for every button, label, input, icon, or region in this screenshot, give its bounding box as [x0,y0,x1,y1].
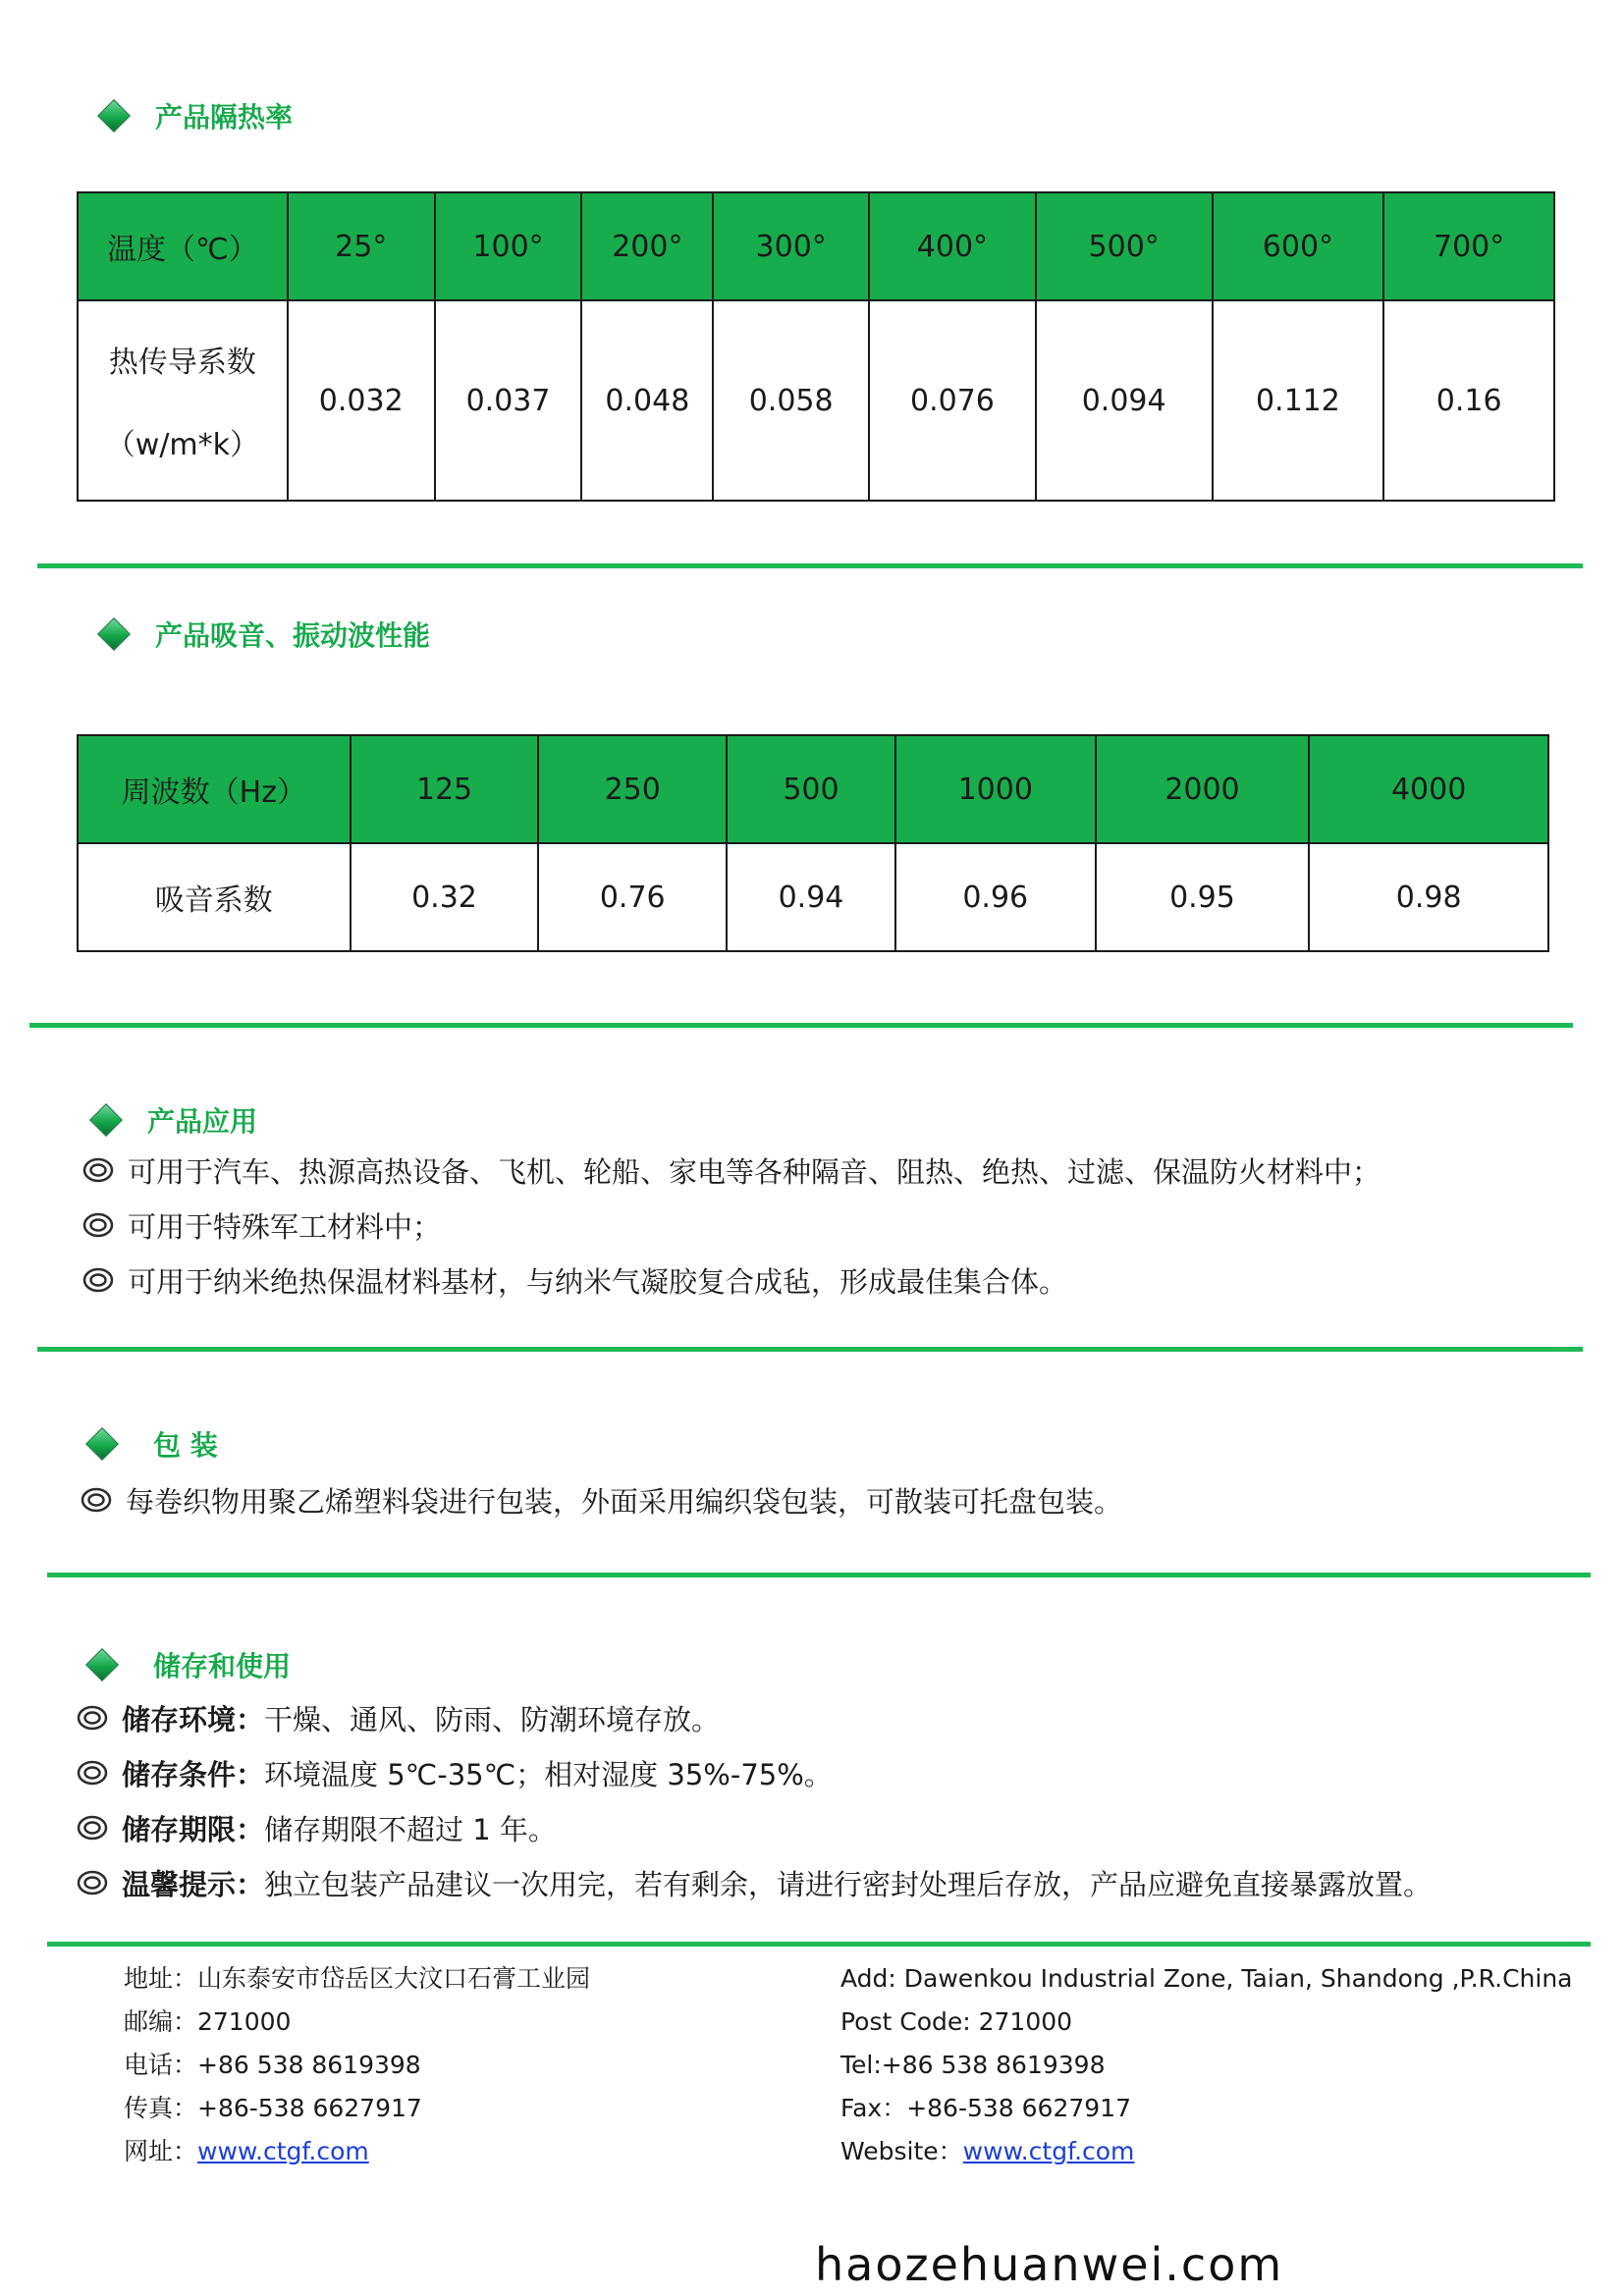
absorption-value: 0.98 [1309,843,1548,951]
section-divider [37,563,1583,568]
conductivity-value: 0.076 [869,300,1036,501]
footer-web-label: 网址： [124,2137,198,2165]
application-text: 可用于纳米绝热保温材料基材，与纳米气凝胶复合成毡，形成最佳集合体。 [128,1264,1068,1299]
storage-section-title [90,1645,291,1684]
temp-cell: 200° [581,192,713,300]
diamond-bullet-icon [85,1648,119,1682]
absorption-value: 0.94 [727,843,895,951]
storage-text: 环境温度 5℃-35℃；相对湿度 35%-75%。 [264,1757,833,1791]
diamond-bullet-icon [97,617,131,651]
double-ring-bullet-icon [81,1484,112,1516]
double-ring-bullet-icon [77,1867,108,1898]
application-text: 可用于特殊军工材料中； [128,1209,442,1244]
conductivity-value: 0.112 [1213,300,1384,501]
temp-cell: 600° [1213,192,1384,300]
packaging-list [81,1472,1122,1527]
acoustic-table [77,734,1549,952]
storage-label: 储存条件： [122,1757,265,1791]
diamond-bullet-icon [89,1103,123,1137]
freq-cell: 1000 [895,735,1096,843]
absorption-value: 0.76 [538,843,727,951]
footer-postcode: 邮编：271000 [124,2007,292,2036]
list-item [82,1253,1380,1308]
conductivity-label-line1: 热传导系数 [108,346,256,380]
insulation-section-title [102,96,293,135]
application-text: 可用于汽车、热源高热设备、飞机、轮船、家电等各种隔音、阻热、绝热、过滤、保温防火材料中； [128,1154,1381,1189]
absorption-value: 0.32 [351,843,539,951]
temp-header-label: 温度（℃） [78,192,288,300]
double-ring-bullet-icon [82,1264,114,1296]
absorption-value: 0.95 [1096,843,1310,951]
double-ring-bullet-icon [82,1154,114,1186]
diamond-bullet-icon [97,99,131,133]
conductivity-value: 0.094 [1036,300,1213,501]
footer-tel: 电话：+86 538 8619398 [124,2051,421,2079]
double-ring-bullet-icon [77,1757,108,1789]
conductivity-value: 0.032 [288,300,435,501]
section-divider [47,1942,1591,1947]
conductivity-value: 0.058 [713,300,869,501]
freq-cell: 125 [351,735,539,843]
freq-cell: 2000 [1096,735,1310,843]
acoustic-section-title [102,614,430,654]
temp-cell: 25° [288,192,435,300]
freq-cell: 500 [727,735,895,843]
double-ring-bullet-icon [82,1209,114,1241]
storage-label: 储存环境： [122,1702,265,1736]
conductivity-row-label [78,300,288,501]
double-ring-bullet-icon [77,1812,108,1843]
packaging-title-text: 包 装 [153,1429,218,1462]
conductivity-value: 0.16 [1383,300,1554,501]
temp-cell: 700° [1383,192,1554,300]
footer-cn [124,1957,590,2173]
footer-web [840,2130,1573,2173]
list-item [82,1143,1380,1198]
insulation-title-text: 产品隔热率 [155,101,294,133]
storage-text: 储存期限不超过 1 年。 [264,1812,557,1846]
section-divider [29,1023,1573,1028]
storage-label: 温馨提示： [122,1867,265,1901]
absorption-row-label: 吸音系数 [78,843,351,951]
footer-tel: Tel:+86 538 8619398 [840,2051,1106,2079]
footer-web-label: Website： [840,2137,963,2165]
list-item [77,1690,1432,1745]
footer-web [124,2130,590,2173]
list-item [77,1745,1432,1800]
insulation-table [77,191,1555,502]
watermark-text: haozehuanwei.com [815,2238,1284,2291]
freq-cell: 250 [538,735,727,843]
footer-address: Add: Dawenkou Industrial Zone, Taian, Shandong ,P.R.China [840,1964,1573,1993]
packaging-section-title [90,1424,218,1464]
list-item [77,1800,1432,1855]
double-ring-bullet-icon [77,1702,108,1734]
packaging-text: 每卷织物用聚乙烯塑料袋进行包装，外面采用编织袋包装，可散装可托盘包装。 [126,1484,1123,1519]
freq-header-label: 周波数（Hz） [78,735,351,843]
footer-address: 地址：山东泰安市岱岳区大汶口石膏工业园 [124,1964,591,1993]
diamond-bullet-icon [85,1427,119,1461]
section-divider [37,1347,1583,1352]
footer-fax: Fax：+86-538 6627917 [840,2094,1131,2122]
section-divider [47,1573,1591,1577]
freq-cell: 4000 [1309,735,1548,843]
conductivity-value: 0.048 [581,300,713,501]
conductivity-label-line2: （w/m*k） [105,428,260,462]
footer-fax: 传真：+86-538 6627917 [124,2094,422,2122]
temp-cell: 400° [869,192,1036,300]
temp-cell: 300° [713,192,869,300]
list-item [82,1198,1380,1253]
conductivity-value: 0.037 [435,300,582,501]
storage-text: 干燥、通风、防雨、防潮环境存放。 [264,1702,721,1736]
application-list [82,1143,1380,1308]
storage-label: 储存期限： [122,1812,265,1846]
application-section-title [94,1100,257,1140]
website-link[interactable]: www.ctgf.com [962,2137,1135,2165]
list-item [77,1855,1432,1910]
footer-postcode: Post Code: 271000 [840,2007,1073,2036]
temp-cell: 100° [435,192,582,300]
footer-en [840,1957,1573,2173]
application-title-text: 产品应用 [147,1105,258,1138]
temp-cell: 500° [1036,192,1213,300]
storage-list [77,1690,1432,1910]
list-item [81,1472,1122,1527]
absorption-value: 0.96 [895,843,1096,951]
storage-title-text: 储存和使用 [153,1650,292,1682]
acoustic-title-text: 产品吸音、振动波性能 [155,619,431,652]
storage-text: 独立包装产品建议一次用完，若有剩余，请进行密封处理后存放，产品应避免直接暴露放置。 [264,1867,1433,1901]
website-link[interactable]: www.ctgf.com [197,2137,369,2165]
